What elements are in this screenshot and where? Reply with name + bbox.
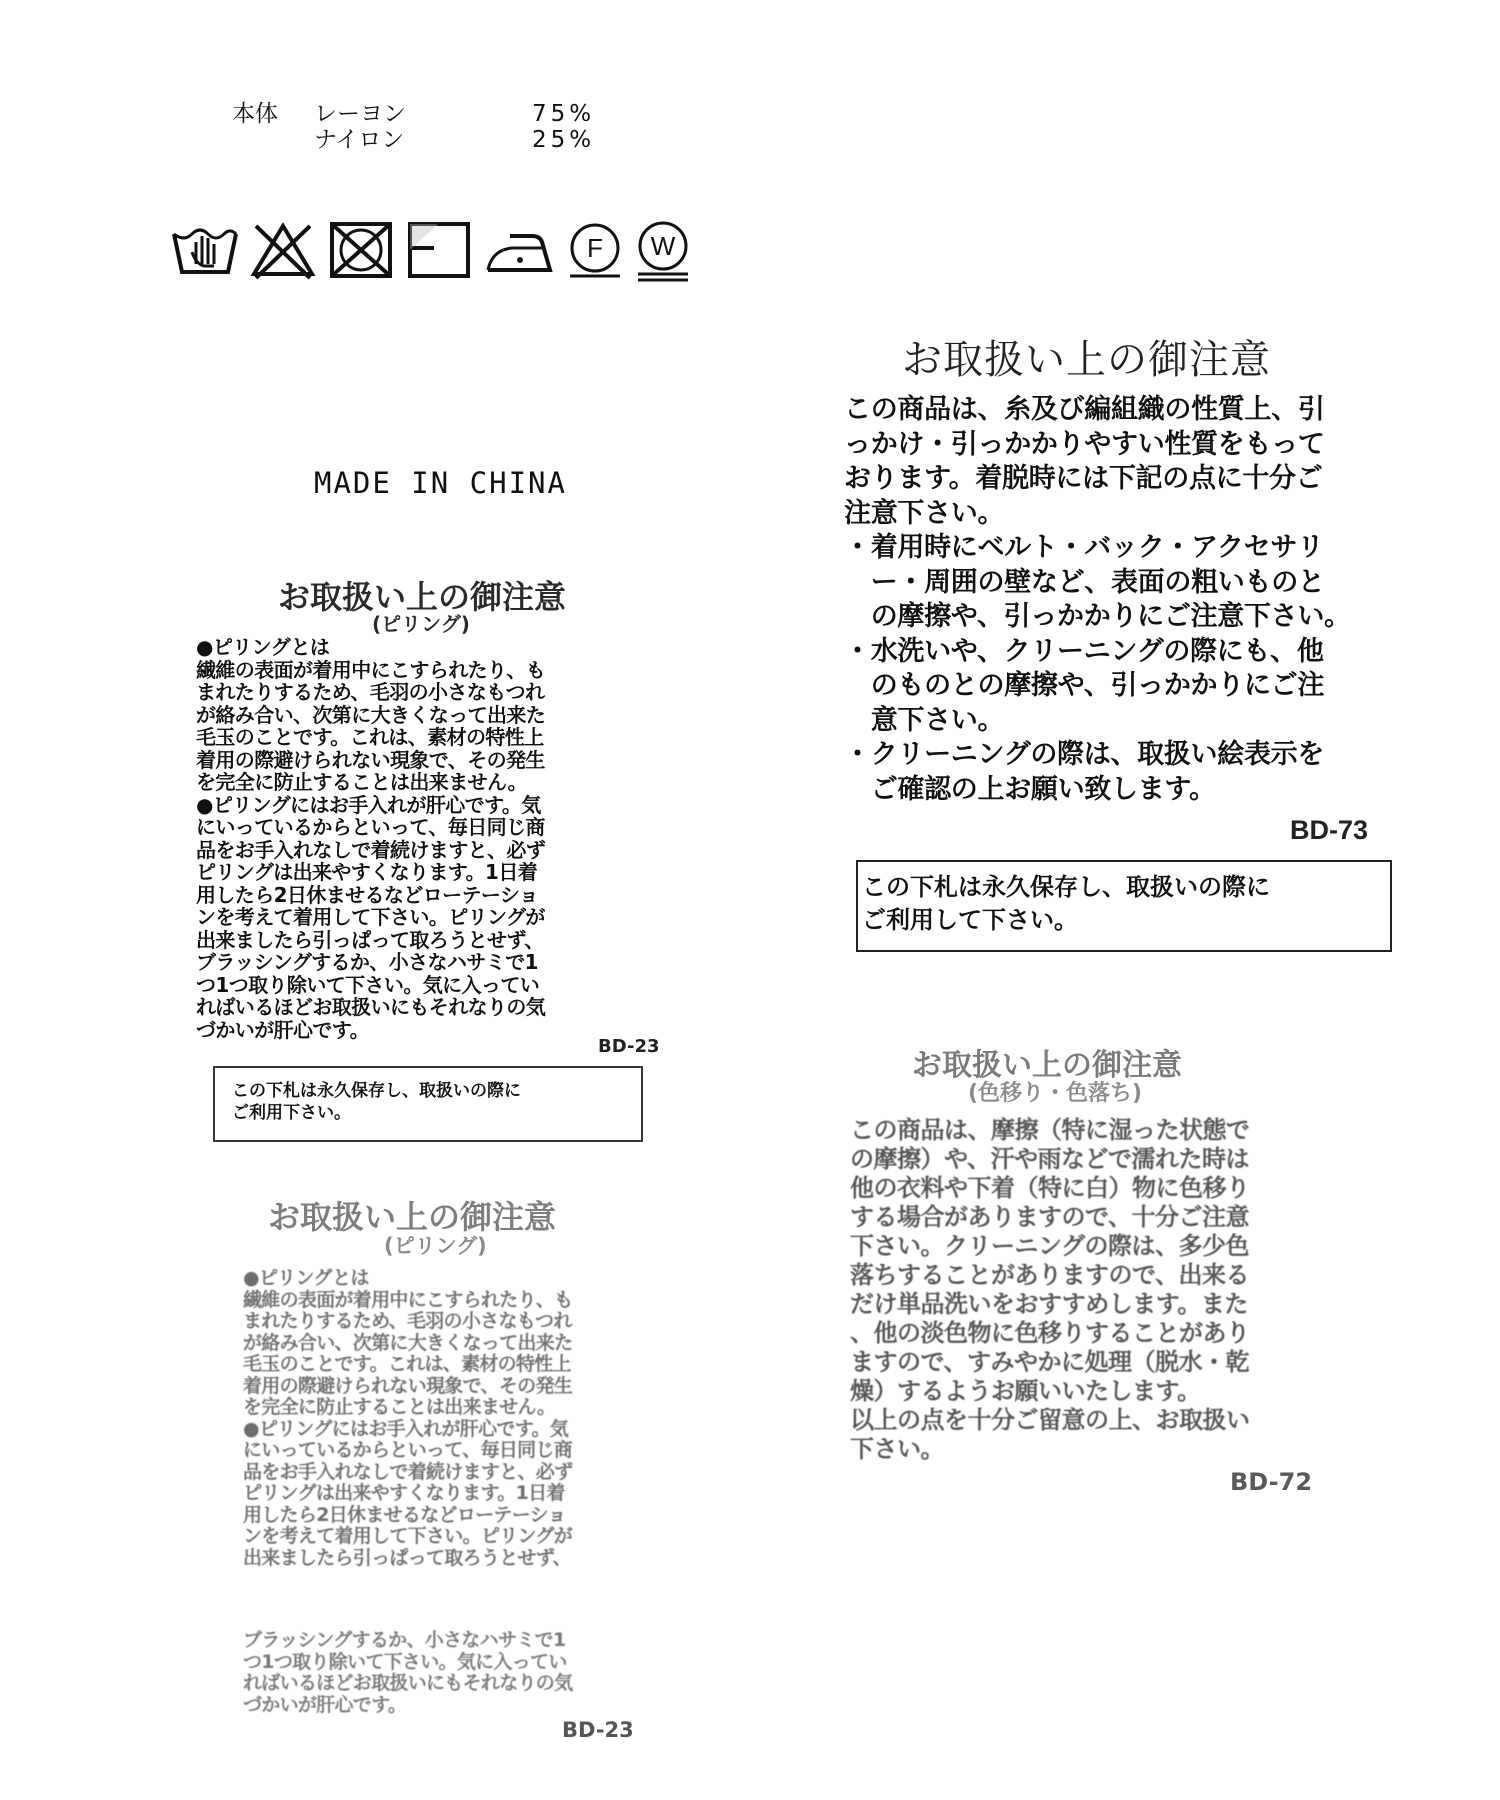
color-label-body: この商品は、摩擦（特に湿った状態で の摩擦）や、汗や雨などで濡れた時は 他の衣料や下着（特に白）物に色移り する場合がありますので、十分ご注意 下さい。クリーニングの際は、多少色 落ちすることがありますので、出来る だけ単品洗いをおすすめします。また 、他の淡色物に色移りすることがあり ますので、すみやかに処理（脱水・乾 燥）するようお願いいたします。 以上の点を十分ご留意の上、お取扱い 下さい。 [850, 1116, 1250, 1463]
pilling-faded-code: BD-23 [562, 1718, 634, 1742]
low-iron-icon [482, 220, 556, 280]
made-in-label: MADE IN CHINA [314, 466, 567, 500]
care-symbols-row [170, 220, 690, 290]
fiber-2-percent: 25% [532, 127, 596, 153]
pilling-notice-text: この下札は永久保存し、取扱いの際に ご利用下さい。 [232, 1081, 521, 1123]
color-label-code: BD-72 [1230, 1468, 1313, 1496]
hand-wash-icon [170, 220, 240, 280]
pilling-faded-subtitle: (ピリング) [384, 1234, 487, 1258]
dry-clean-f-icon [564, 220, 626, 280]
color-label-title: お取扱い上の御注意 [912, 1048, 1182, 1083]
snag-notice-text: この下札は永久保存し、取扱いの際に ご利用して下さい。 [862, 873, 1270, 934]
pilling-label-code: BD-23 [598, 1036, 660, 1057]
pilling-faded-title: お取扱い上の御注意 [268, 1198, 557, 1236]
svg-text:F: F [587, 233, 603, 263]
snag-label-body: この商品は、糸及び編組織の性質上、引 っかけ・引っかかりやすい性質をもって おります。着脱時には下記の点に十分ご 注意下さい。 ・着用時にベルト・バック・アクセサリ ー・周囲の壁など、表面の粗いものと の摩擦や、引っかかりにご注意下さい。 ・水洗いや、クリーニングの際にも、他 のものとの摩擦や、引っかかりにご注 意下さい。 ・クリーニングの際は、取扱い絵表示を ご確認の上お願い致します。 [844, 394, 1351, 805]
fiber-2-name: ナイロン [314, 127, 405, 153]
snag-label-title: お取扱い上の御注意 [902, 337, 1271, 383]
no-tumble-dry-icon [326, 220, 396, 280]
svg-text:W: W [650, 231, 676, 261]
pilling-label-title: お取扱い上の御注意 [278, 578, 567, 616]
line-dry-shade-icon [404, 220, 474, 280]
pilling-faded-body-bottom: ブラッシングするか、小さなハサミで1 つ1つ取り除いて下さい。気に入ってい ればいるほどお取扱いにもそれなりの気 づかいが肝心です。 [243, 1629, 573, 1716]
pilling-faded-body-top: ●ピリングとは 繊維の表面が着用中にこすられたり、も まれたりするため、毛羽の小さなもつれ が絡み合い、次第に大きくなって出来た 毛玉のことです。これは、素材の特性上 着用の際避けられない現象で、その発生 を完全に防止することは出来ません。 ●ピリングにはお手入れが肝心です。気 にいっているからといって、毎日同じ商 品をお手入れなしで着続けますと、必ず ピリングは出来やすくなります。1日着 用したら2日休ませるなどローテーショ ンを考えて着用して下さい。ピリングが 出来ましたら引っぱって取ろうとせず、 [243, 1267, 573, 1569]
pilling-label-body: ●ピリングとは 繊維の表面が着用中にこすられたり、も まれたりするため、毛羽の小さなもつれ が絡み合い、次第に大きくなって出来た 毛玉のことです。これは、素材の特性上 着用の際避けられない現象で、その発生 を完全に防止することは出来ません。 ●ピリングにはお手入れが肝心です。気 にいっているからといって、毎日同じ商 品をお手入れなしで着続けますと、必ず ピリングは出来やすくなります。1日着 用したら2日休ませるなどローテーショ ンを考えて着用して下さい。ピリングが 出来ましたら引っぱって取ろうとせず、 ブラッシングするか、小さなハサミで1 つ1つ取り除いて下さい。気に入ってい ればいるほどお取扱いにもそれなりの気 づかいが肝心です。 [196, 635, 546, 1042]
no-bleach-icon [248, 220, 318, 280]
color-label-subtitle: (色移り・色落ち) [968, 1081, 1143, 1106]
fiber-1-name: レーヨン [314, 101, 406, 127]
composition-part: 本体 [232, 101, 278, 127]
pilling-label-subtitle: (ピリング) [372, 612, 470, 636]
fiber-1-percent: 75% [532, 101, 596, 127]
wet-clean-w-icon [632, 220, 694, 284]
composition-block [232, 100, 652, 160]
snag-label-code: BD-73 [1290, 815, 1369, 845]
